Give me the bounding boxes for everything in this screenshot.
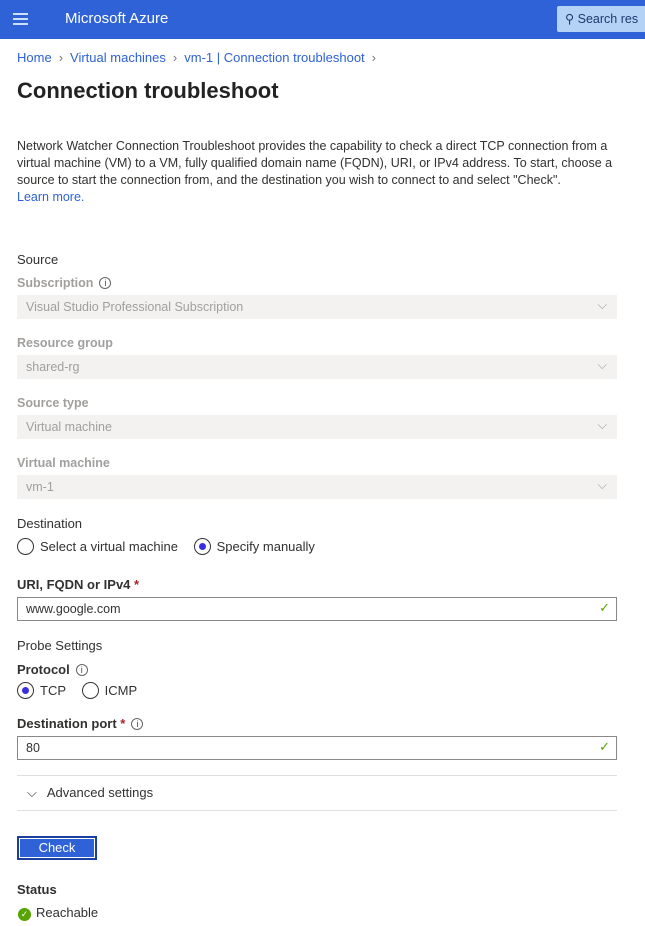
breadcrumb-vms[interactable]: Virtual machines xyxy=(70,50,166,65)
radio-tcp[interactable] xyxy=(17,682,66,699)
virtual-machine-dropdown[interactable] xyxy=(17,475,617,499)
destination-radio-group xyxy=(17,538,327,558)
protocol-radio-group xyxy=(17,682,149,702)
uri-value: www.google.com xyxy=(26,602,121,616)
description-text: Network Watcher Connection Troubleshoot provides the capability to check a direct TCP connection from a virtual machine (VM) to a VM, fully qualified domain name (FQDN), URI, or IPv4 address. To start, choose a source to start the connection from, and the destination you wish to connect to and select "Check". xyxy=(17,139,613,187)
hamburger-menu-icon[interactable] xyxy=(13,13,28,28)
uri-label xyxy=(17,577,139,592)
search-placeholder: Search res xyxy=(577,12,639,26)
virtual-machine-value: vm-1 xyxy=(26,480,54,494)
radio-circle xyxy=(82,682,99,699)
virtual-machine-label: Virtual machine xyxy=(17,456,110,470)
destination-port-label xyxy=(17,716,143,731)
page-title: Connection troubleshoot xyxy=(17,78,279,103)
description xyxy=(17,138,622,206)
info-icon[interactable]: i xyxy=(99,277,111,289)
divider xyxy=(17,775,617,776)
port-label-text: Destination port xyxy=(17,716,117,731)
divider xyxy=(17,810,617,811)
checkmark-icon: ✓ xyxy=(599,739,610,754)
radio-circle xyxy=(17,538,34,555)
port-value: 80 xyxy=(26,741,40,755)
radio-select-vm[interactable] xyxy=(17,538,178,555)
breadcrumb xyxy=(17,50,383,65)
radio-icmp[interactable] xyxy=(82,682,138,699)
subscription-label xyxy=(17,276,111,290)
brand[interactable]: Microsoft Azure xyxy=(65,10,169,27)
resource-group-dropdown[interactable] xyxy=(17,355,617,379)
protocol-label xyxy=(17,662,88,677)
checkmark-icon: ✓ xyxy=(599,600,610,615)
destination-heading: Destination xyxy=(17,516,83,531)
radio-label: ICMP xyxy=(104,683,138,698)
radio-label: TCP xyxy=(40,683,66,698)
breadcrumb-vm[interactable]: vm-1 | Connection troubleshoot xyxy=(184,50,365,65)
resource-group-value: shared-rg xyxy=(26,360,80,374)
advanced-settings-toggle[interactable] xyxy=(27,785,153,801)
status-value xyxy=(18,905,98,921)
uri-input[interactable] xyxy=(17,597,617,621)
advanced-settings-label: Advanced settings xyxy=(46,785,154,800)
source-type-value: Virtual machine xyxy=(26,420,112,434)
learn-more-link[interactable]: Learn more. xyxy=(17,190,85,204)
subscription-label-text: Subscription xyxy=(17,276,94,290)
protocol-label-text: Protocol xyxy=(17,662,70,677)
subscription-value: Visual Studio Professional Subscription xyxy=(26,300,244,314)
chevron-down-icon: ⌵ xyxy=(597,478,607,492)
search-box[interactable] xyxy=(557,6,645,32)
resource-group-label: Resource group xyxy=(17,336,113,350)
radio-label: Select a virtual machine xyxy=(40,539,179,554)
uri-label-text: URI, FQDN or IPv4 xyxy=(17,577,131,592)
breadcrumb-home[interactable]: Home xyxy=(17,50,52,65)
required-mark: * xyxy=(134,577,140,592)
radio-circle-selected xyxy=(194,538,211,555)
source-type-dropdown[interactable] xyxy=(17,415,617,439)
radio-specify-manually[interactable] xyxy=(194,538,315,555)
info-icon[interactable]: i xyxy=(76,664,88,676)
required-mark: * xyxy=(120,716,126,731)
probe-settings-heading: Probe Settings xyxy=(17,638,103,653)
source-heading: Source xyxy=(17,252,59,267)
check-button[interactable]: Check xyxy=(17,836,97,860)
status-label: Status xyxy=(17,882,57,897)
radio-label: Specify manually xyxy=(216,539,315,554)
destination-port-input[interactable] xyxy=(17,736,617,760)
chevron-down-icon: ⌵ xyxy=(597,298,607,312)
chevron-down-icon: ⌵ xyxy=(597,358,607,372)
subscription-dropdown[interactable] xyxy=(17,295,617,319)
chevron-down-icon: ⌵ xyxy=(597,418,607,432)
status-text: Reachable xyxy=(36,905,99,920)
chevron-right-icon: › xyxy=(172,50,178,65)
radio-circle-selected xyxy=(17,682,34,699)
search-icon: ⚲ xyxy=(565,12,578,26)
chevron-right-icon: › xyxy=(371,50,377,65)
source-type-label: Source type xyxy=(17,396,89,410)
chevron-down-icon: ⌵ xyxy=(27,785,37,800)
success-check-icon: ✓ xyxy=(18,908,31,921)
info-icon[interactable]: i xyxy=(131,718,143,730)
chevron-right-icon: › xyxy=(58,50,64,65)
